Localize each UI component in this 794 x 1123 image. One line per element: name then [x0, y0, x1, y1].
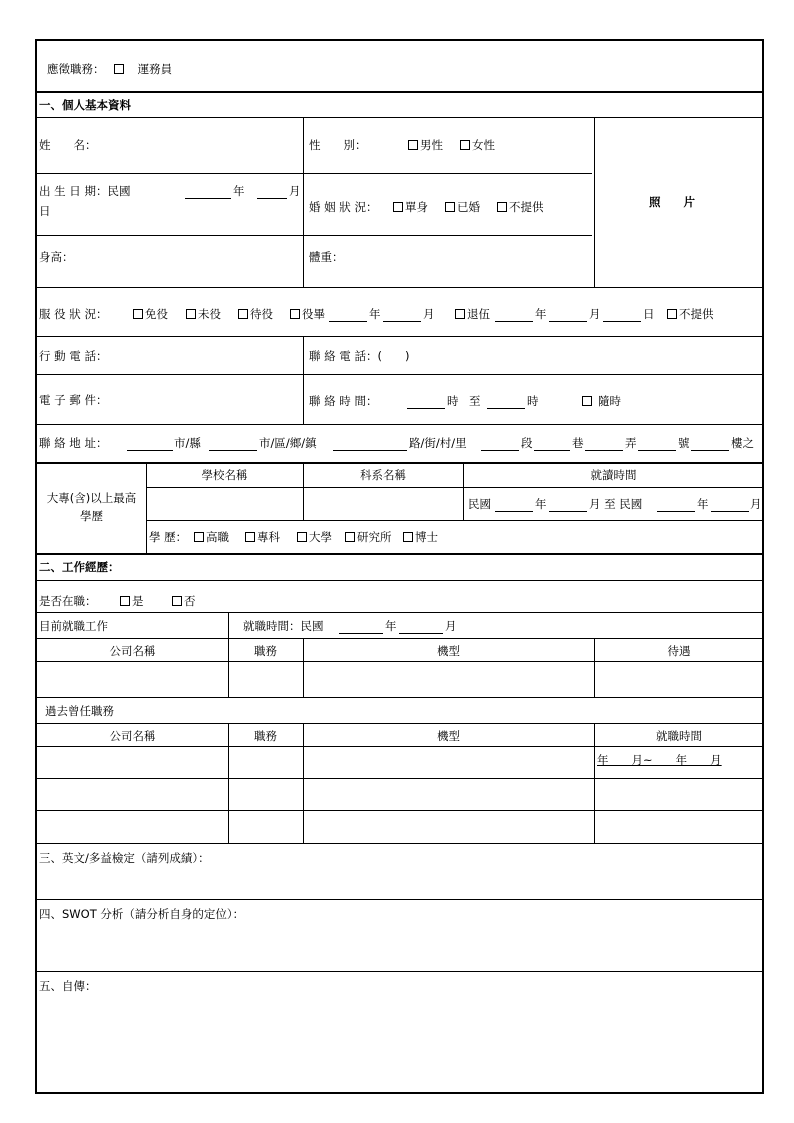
checkbox-icon[interactable]	[455, 309, 465, 319]
divider	[37, 746, 762, 747]
deg-university-label: 大學	[309, 530, 332, 544]
photo-label: 照 片	[649, 195, 695, 209]
addr-lane-label: 巷	[572, 436, 584, 450]
mil-day2-label: 日	[643, 307, 655, 321]
checkbox-icon[interactable]	[297, 532, 307, 542]
deg-vocational-option[interactable]	[194, 530, 229, 544]
birth-day-label: 日	[39, 204, 51, 218]
mil-waiting-label: 待役	[250, 307, 273, 321]
divider	[37, 843, 762, 844]
edu-end-year-field[interactable]	[657, 511, 695, 512]
mil-discharged-label: 退伍	[467, 307, 490, 321]
time-any-option[interactable]	[582, 394, 621, 408]
divider	[146, 520, 762, 521]
divider	[37, 336, 762, 337]
checkbox-icon[interactable]	[345, 532, 355, 542]
addr-city-label: 市/縣	[174, 436, 201, 450]
marital-label: 婚 姻 狀 況：	[309, 200, 378, 214]
marital-married-option[interactable]	[445, 200, 480, 214]
deg-vocational-label: 高職	[206, 530, 229, 544]
mil-done-option[interactable]	[290, 307, 325, 321]
divider	[37, 899, 762, 900]
mil-done-year-field[interactable]	[329, 321, 367, 322]
col-company2: 公司名稱	[109, 729, 156, 743]
mil-not-label: 未役	[198, 307, 221, 321]
checkbox-icon[interactable]	[245, 532, 255, 542]
deg-college-option[interactable]	[245, 530, 280, 544]
divider	[37, 580, 762, 581]
time-to-label: 至	[469, 394, 481, 408]
addr-city-field[interactable]	[127, 450, 173, 451]
mil-done-month-field[interactable]	[383, 321, 421, 322]
birth-year-label: 年	[233, 184, 245, 198]
time-from-field[interactable]	[407, 408, 445, 409]
divider	[37, 723, 762, 724]
checkbox-icon[interactable]	[238, 309, 248, 319]
mil-exempt-option[interactable]	[133, 307, 168, 321]
addr-floor-field[interactable]	[691, 450, 729, 451]
edu-row-label-1: 大專(含)以上最高	[46, 491, 137, 505]
mil-discharged-year-field[interactable]	[495, 321, 533, 322]
name-label: 姓 名：	[39, 138, 97, 152]
addr-alley-field[interactable]	[585, 450, 623, 451]
marital-none-option[interactable]	[497, 200, 544, 214]
col-title2: 職務	[254, 729, 277, 743]
mil-discharged-day-field[interactable]	[603, 321, 641, 322]
emp-year-label: 年	[385, 619, 397, 633]
col-company: 公司名稱	[109, 644, 156, 658]
divider	[37, 117, 762, 118]
emp-month-label: 月	[445, 619, 457, 633]
current-job-label: 目前就職工作	[39, 619, 108, 633]
divider	[37, 553, 762, 555]
addr-alley-label: 弄	[625, 436, 637, 450]
divider	[37, 638, 762, 639]
mil-not-option[interactable]	[186, 307, 221, 321]
col-model: 機型	[437, 644, 460, 658]
col-school: 學校名稱	[201, 468, 248, 482]
past-jobs-label: 過去曾任職務	[45, 704, 114, 718]
marital-none-label: 不提供	[509, 200, 544, 214]
checkbox-icon[interactable]	[133, 309, 143, 319]
deg-phd-label: 博士	[415, 530, 438, 544]
divider	[37, 661, 762, 662]
mil-discharged-month-field[interactable]	[549, 321, 587, 322]
position-label: 應徵職務：	[47, 62, 105, 76]
mil-none-option[interactable]	[667, 307, 714, 321]
divider	[37, 424, 762, 425]
addr-section-label: 段	[521, 436, 533, 450]
edu-row-label-2: 學歷	[80, 509, 103, 523]
gender-male-option[interactable]	[408, 138, 443, 152]
checkbox-icon[interactable]	[120, 596, 130, 606]
mil-month2-label: 月	[589, 307, 601, 321]
col-model2: 機型	[437, 729, 460, 743]
mil-year2-label: 年	[535, 307, 547, 321]
mil-none-label: 不提供	[679, 307, 714, 321]
position-value: 運務員	[137, 62, 173, 76]
edu-start-year-field[interactable]	[495, 511, 533, 512]
employed-label: 是否在職：	[39, 594, 97, 608]
marital-single-label: 單身	[405, 200, 428, 214]
birth-label: 出 生 日 期：民國	[39, 184, 131, 198]
mil-discharged-option[interactable]	[455, 307, 490, 321]
mil-month-label: 月	[423, 307, 435, 321]
military-label: 服 役 狀 況：	[39, 307, 108, 321]
deg-phd-option[interactable]	[403, 530, 438, 544]
addr-road-label: 路/街/村/里	[409, 436, 467, 450]
col-title: 職務	[254, 644, 277, 658]
period-year: 年	[535, 497, 547, 511]
divider	[303, 117, 304, 287]
birth-month-label: 月	[289, 184, 301, 198]
divider	[37, 287, 762, 288]
past-period-row[interactable]: 年 月~ 年 月	[597, 753, 722, 767]
divider	[37, 778, 762, 779]
section-1-title: 一、個人基本資料	[39, 98, 131, 112]
checkbox-icon[interactable]	[172, 596, 182, 606]
email-label: 電 子 郵 件：	[39, 393, 108, 407]
weight-label: 體重：	[309, 250, 344, 264]
divider	[37, 810, 762, 811]
addr-district-field[interactable]	[209, 450, 257, 451]
addr-district-label: 市/區/鄉/鎮	[259, 436, 317, 450]
col-period2: 就職時間	[656, 729, 702, 743]
gender-label: 性 別：	[309, 138, 367, 152]
mobile-label: 行 動 電 話：	[39, 349, 108, 363]
marital-married-label: 已婚	[457, 200, 480, 214]
gender-female-label: 女性	[472, 138, 495, 152]
checkbox-icon[interactable]	[393, 202, 403, 212]
deg-university-option[interactable]	[297, 530, 332, 544]
employed-yes-label: 是	[132, 594, 144, 608]
checkbox-icon[interactable]	[194, 532, 204, 542]
deg-graduate-option[interactable]	[345, 530, 392, 544]
col-salary: 待遇	[667, 644, 691, 658]
emp-year-field[interactable]	[339, 633, 383, 634]
checkbox-icon[interactable]	[445, 202, 455, 212]
col-period: 就讀時間	[590, 468, 637, 482]
checkbox-icon[interactable]	[497, 202, 507, 212]
divider	[37, 612, 762, 613]
address-label: 聯 絡 地 址：	[39, 436, 108, 450]
time-any-label: 隨時	[598, 394, 621, 408]
period-year2: 年	[697, 497, 709, 511]
checkbox-icon[interactable]	[582, 396, 592, 406]
addr-section-field[interactable]	[481, 450, 519, 451]
addr-lane-field[interactable]	[534, 450, 570, 451]
employed-no-label: 否	[184, 594, 196, 608]
height-label: 身高：	[39, 250, 74, 264]
addr-no-label: 號	[678, 436, 690, 450]
edu-start-month-field[interactable]	[549, 511, 587, 512]
contact-time-label: 聯 絡 時 間：	[309, 394, 378, 408]
deg-college-label: 專科	[257, 530, 280, 544]
employed-no-option[interactable]	[172, 594, 196, 608]
mil-done-label: 役畢	[302, 307, 325, 321]
addr-floor-label: 樓之	[731, 436, 754, 450]
mil-year-label: 年	[369, 307, 381, 321]
gender-female-option[interactable]	[460, 138, 495, 152]
divider	[37, 173, 592, 174]
application-form	[35, 39, 764, 1094]
divider	[37, 91, 762, 93]
checkbox-icon[interactable]	[460, 140, 470, 150]
degree-label: 學 歷：	[149, 530, 188, 544]
addr-no-field[interactable]	[638, 450, 676, 451]
birth-year-field[interactable]	[185, 198, 231, 199]
divider	[594, 117, 595, 287]
gender-male-label: 男性	[420, 138, 443, 152]
period-prefix: 民國	[468, 497, 491, 511]
mil-waiting-option[interactable]	[238, 307, 273, 321]
addr-road-field[interactable]	[333, 450, 407, 451]
col-dept: 科系名稱	[360, 468, 406, 482]
divider	[37, 971, 762, 972]
time-hour-label: 時	[447, 394, 459, 408]
divider	[37, 374, 762, 375]
marital-single-option[interactable]	[393, 200, 428, 214]
checkbox-icon[interactable]	[403, 532, 413, 542]
checkbox-icon[interactable]	[667, 309, 677, 319]
checkbox-icon[interactable]	[114, 64, 124, 74]
employed-yes-option[interactable]	[120, 594, 144, 608]
time-hour2-label: 時	[527, 394, 539, 408]
divider	[37, 235, 592, 236]
period-month2: 月	[750, 497, 762, 511]
checkbox-icon[interactable]	[186, 309, 196, 319]
divider	[303, 336, 304, 424]
checkbox-icon[interactable]	[290, 309, 300, 319]
divider	[37, 697, 762, 698]
position-option	[114, 62, 172, 76]
deg-graduate-label: 研究所	[357, 530, 392, 544]
divider	[146, 487, 762, 488]
employment-period-label: 就職時間：民國	[243, 619, 324, 633]
section-3-title: 三、英文/多益檢定（請列成績）：	[39, 851, 210, 865]
emp-month-field[interactable]	[399, 633, 443, 634]
divider	[228, 612, 229, 638]
section-5-title: 五、自傳：	[39, 979, 97, 993]
time-to-field[interactable]	[487, 408, 525, 409]
section-4-title: 四、SWOT 分析（請分析自身的定位）：	[39, 907, 245, 921]
section-2-title: 二、工作經歷：	[39, 560, 120, 574]
checkbox-icon[interactable]	[408, 140, 418, 150]
birth-month-field[interactable]	[257, 198, 287, 199]
mil-exempt-label: 免役	[145, 307, 168, 321]
period-month-to: 月 至 民國	[589, 497, 643, 511]
edu-end-month-field[interactable]	[711, 511, 749, 512]
contact-phone-label: 聯 絡 電 話：( )	[309, 349, 410, 363]
